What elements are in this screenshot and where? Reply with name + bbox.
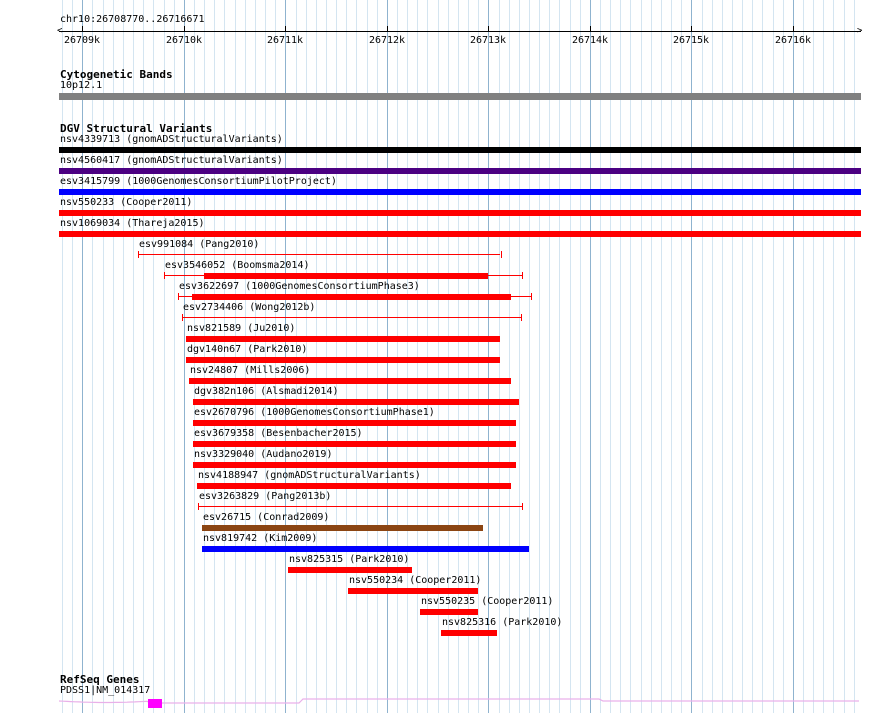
refseq-gene-exon xyxy=(148,699,162,708)
dgv-variant-bar[interactable] xyxy=(197,483,511,489)
dgv-variant-start-cap[interactable] xyxy=(178,293,179,300)
dgv-variant-label[interactable]: esv991084 (Pang2010) xyxy=(139,239,260,250)
refseq-gene-intron-line xyxy=(59,699,859,703)
dgv-variant-bar[interactable] xyxy=(59,189,861,195)
ruler-tick xyxy=(691,26,692,32)
refseq-gene-track[interactable] xyxy=(0,695,890,715)
dgv-variant-bar[interactable] xyxy=(59,231,861,237)
dgv-variant-bar[interactable] xyxy=(189,378,511,384)
dgv-variant-label[interactable]: esv3679358 (Besenbacher2015) xyxy=(194,428,363,439)
ruler-tick xyxy=(488,26,489,32)
dgv-variant-bar[interactable] xyxy=(348,588,478,594)
ruler-tick xyxy=(590,26,591,32)
refseq-gene-label: PDSS1|NM_014317 xyxy=(60,685,151,696)
dgv-variant-label[interactable]: esv2734406 (Wong2012b) xyxy=(183,302,316,313)
dgv-variant-start-cap[interactable] xyxy=(138,251,139,258)
ruler-tick xyxy=(793,26,794,32)
dgv-variant-bar[interactable] xyxy=(202,525,483,531)
dgv-variant-end-cap[interactable] xyxy=(521,314,522,321)
ruler-axis xyxy=(59,31,861,32)
ruler-tick-label: 26710k xyxy=(165,35,203,46)
cytoband-label: 10p12.1 xyxy=(60,80,103,91)
ruler-tick-label: 26712k xyxy=(368,35,406,46)
ruler-tick-label: 26709k xyxy=(63,35,101,46)
dgv-variant-label[interactable]: nsv550234 (Cooper2011) xyxy=(349,575,482,586)
dgv-variant-start-cap[interactable] xyxy=(182,314,183,321)
dgv-variant-label[interactable]: nsv4560417 (gnomADStructuralVariants) xyxy=(60,155,283,166)
dgv-variant-end-cap[interactable] xyxy=(531,293,532,300)
dgv-variant-bar[interactable] xyxy=(193,399,519,405)
dgv-variant-bar[interactable] xyxy=(192,294,511,300)
dgv-variant-bar[interactable] xyxy=(193,462,516,468)
dgv-variant-bar[interactable] xyxy=(59,168,861,174)
dgv-variant-bar[interactable] xyxy=(186,336,500,342)
dgv-variant-label[interactable]: nsv821589 (Ju2010) xyxy=(187,323,296,334)
ruler-tick xyxy=(387,26,388,32)
dgv-variant-label[interactable]: esv3415799 (1000GenomesConsortiumPilotProject) xyxy=(60,176,337,187)
dgv-variant-bar[interactable] xyxy=(59,147,861,153)
dgv-variant-label[interactable]: nsv819742 (Kim2009) xyxy=(203,533,318,544)
dgv-variant-bar[interactable] xyxy=(288,567,412,573)
cytoband-bar[interactable] xyxy=(59,93,861,100)
dgv-track-title: DGV Structural Variants xyxy=(60,122,213,135)
dgv-variant-label[interactable]: nsv825316 (Park2010) xyxy=(442,617,563,628)
ruler-tick xyxy=(285,26,286,32)
dgv-variant-bar[interactable] xyxy=(441,630,497,636)
ruler-tick-label: 26714k xyxy=(571,35,609,46)
ruler-tick-label: 26716k xyxy=(774,35,812,46)
dgv-variant-end-cap[interactable] xyxy=(522,503,523,510)
dgv-variant-label[interactable]: esv3546052 (Boomsma2014) xyxy=(165,260,310,271)
dgv-variant-label[interactable]: nsv4188947 (gnomADStructuralVariants) xyxy=(198,470,421,481)
dgv-variant-label[interactable]: esv2670796 (1000GenomesConsortiumPhase1) xyxy=(194,407,435,418)
ruler-arrow-right-icon: > xyxy=(857,26,863,36)
dgv-variant-start-cap[interactable] xyxy=(164,272,165,279)
dgv-variant-line[interactable] xyxy=(138,254,500,255)
dgv-variant-start-cap[interactable] xyxy=(198,503,199,510)
dgv-variant-label[interactable]: dgv382n106 (Alsmadi2014) xyxy=(194,386,339,397)
ruler-tick-label: 26713k xyxy=(469,35,507,46)
ruler-tick-label: 26711k xyxy=(266,35,304,46)
dgv-variant-label[interactable]: nsv825315 (Park2010) xyxy=(289,554,410,565)
dgv-variant-bar[interactable] xyxy=(420,609,478,615)
dgv-variant-bar[interactable] xyxy=(193,420,516,426)
location-label: chr10:26708770..26716671 xyxy=(60,14,205,25)
dgv-variant-bar[interactable] xyxy=(193,441,516,447)
ruler-tick xyxy=(184,26,185,32)
ruler-tick xyxy=(82,26,83,32)
dgv-variant-label[interactable]: nsv1069034 (Thareja2015) xyxy=(60,218,205,229)
dgv-variant-bar[interactable] xyxy=(186,357,500,363)
ruler-arrow-left-icon: < xyxy=(57,26,63,36)
dgv-variant-bar[interactable] xyxy=(202,546,529,552)
dgv-variant-label[interactable]: nsv4339713 (gnomADStructuralVariants) xyxy=(60,134,283,145)
dgv-variant-label[interactable]: esv26715 (Conrad2009) xyxy=(203,512,330,523)
dgv-variant-label[interactable]: esv3263829 (Pang2013b) xyxy=(199,491,332,502)
dgv-variant-label[interactable]: nsv24807 (Mills2006) xyxy=(190,365,311,376)
dgv-variant-end-cap[interactable] xyxy=(522,272,523,279)
dgv-variant-bar[interactable] xyxy=(59,210,861,216)
refseq-track-title: RefSeq Genes xyxy=(60,673,140,686)
ruler-tick-label: 26715k xyxy=(672,35,710,46)
dgv-variant-label[interactable]: nsv550233 (Cooper2011) xyxy=(60,197,193,208)
dgv-variant-line[interactable] xyxy=(198,506,522,507)
dgv-variant-label[interactable]: nsv3329040 (Audano2019) xyxy=(194,449,333,460)
dgv-variant-line[interactable] xyxy=(182,317,521,318)
dgv-variant-bar[interactable] xyxy=(204,273,488,279)
dgv-variant-label[interactable]: nsv550235 (Cooper2011) xyxy=(421,596,554,607)
dgv-variant-end-cap[interactable] xyxy=(501,251,502,258)
dgv-variant-label[interactable]: dgv140n67 (Park2010) xyxy=(187,344,308,355)
dgv-variant-label[interactable]: esv3622697 (1000GenomesConsortiumPhase3) xyxy=(179,281,420,292)
cytoband-track-title: Cytogenetic Bands xyxy=(60,68,173,81)
